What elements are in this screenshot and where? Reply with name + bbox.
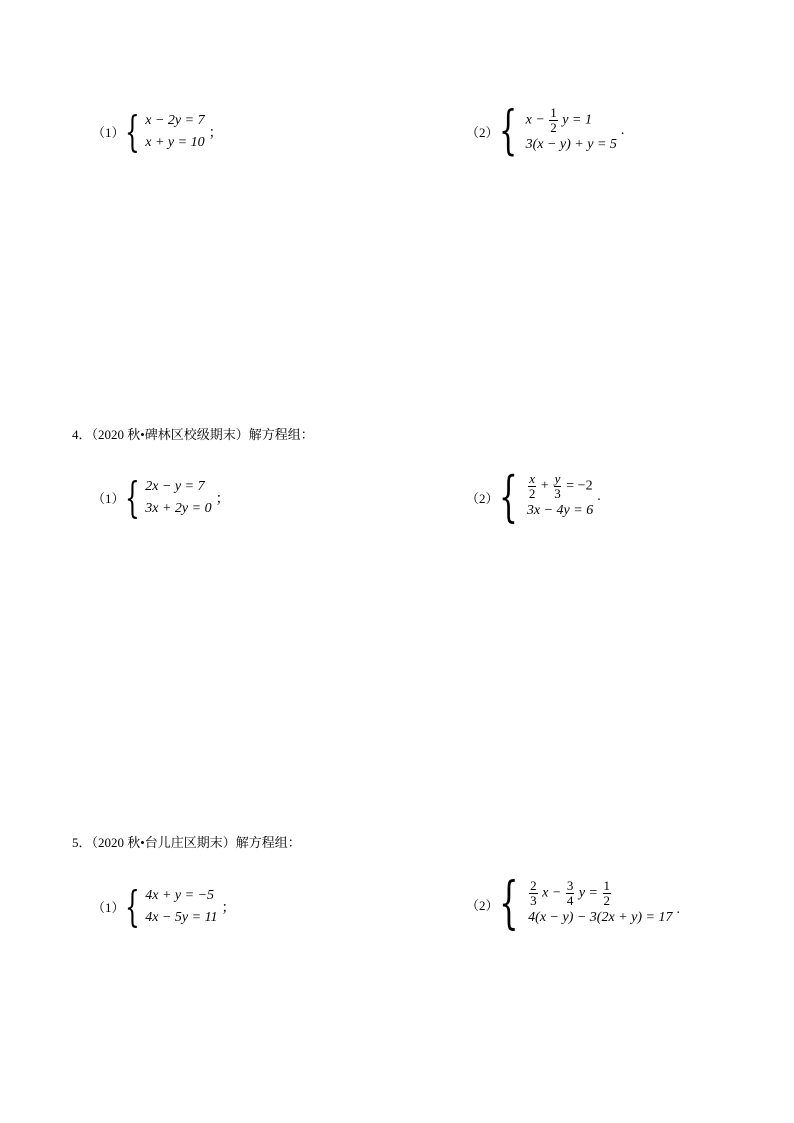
p4-part2-equations (527, 472, 593, 522)
p5-part2-label: （2） (466, 897, 499, 913)
p5-part2-eq1 (528, 879, 672, 907)
p4-part1 (92, 472, 230, 522)
p3-part2-eq1-post: y = 1 (562, 112, 592, 128)
left-brace-icon: { (498, 101, 517, 161)
p5-heading: 5．（2020 秋•台儿庄区期末）解方程组： (72, 835, 301, 850)
fraction-denominator: 3 (554, 485, 561, 501)
left-brace-icon: { (124, 106, 140, 156)
p3-part1-eq2: x + y = 10 (145, 134, 205, 150)
p5-part1 (92, 881, 236, 931)
p3-part2-end: . (620, 123, 625, 138)
p3-part2-eq1-pre: x − (525, 112, 545, 128)
fraction (553, 472, 562, 500)
fraction-denominator: 2 (550, 119, 557, 135)
p4-part2-label: （2） (466, 490, 499, 506)
p5-part2-end: . (676, 902, 680, 917)
fraction (566, 879, 575, 907)
fraction (529, 879, 538, 907)
fraction (603, 879, 612, 907)
p5-part2-equations (528, 879, 672, 929)
p3-part1-label: （1） (92, 125, 125, 141)
p3-part1-eq1: x − 2y = 7 (145, 113, 205, 128)
p4-part2-eq2: 3x − 4y = 6 (526, 503, 594, 519)
p4-part2-eq1 (527, 472, 593, 500)
fraction-numerator: 1 (550, 105, 557, 121)
p3-part2-label: （2） (466, 124, 499, 140)
p4-part2-eq1-post: = −2 (566, 478, 593, 494)
left-brace-icon: { (124, 472, 140, 522)
p5-part1-eq1: 4x + y = −5 (145, 888, 215, 903)
fraction-denominator: 4 (566, 892, 574, 908)
p3-part1-equations (145, 110, 204, 153)
fraction-numerator: y (554, 471, 561, 487)
fraction-numerator: 1 (603, 878, 610, 894)
p3-part2-eq2: 3(x − y) + y = 5 (525, 137, 617, 153)
fraction-numerator: 3 (566, 878, 574, 894)
fraction (528, 472, 537, 500)
plus-sign: + (540, 478, 549, 494)
fraction-denominator: 2 (603, 892, 610, 908)
p3-part2 (466, 101, 625, 161)
p3-part2-eq1 (526, 106, 617, 134)
fraction (549, 106, 558, 134)
p4-part1-eq1: 2x − y = 7 (145, 479, 205, 494)
p5-part1-end: ； (221, 900, 236, 916)
p5-part2-eq1-mid2: y = (578, 885, 598, 901)
p3-part1-end: ； (208, 125, 223, 141)
fraction-denominator: 3 (530, 892, 537, 908)
p4-part1-equations (145, 476, 211, 519)
left-brace-icon: { (498, 465, 518, 528)
fraction-denominator: 2 (528, 485, 536, 501)
p5-part2 (466, 871, 680, 936)
p4-part1-eq2: 3x + 2y = 0 (145, 500, 212, 516)
p5-part1-equations (145, 885, 217, 928)
p4-heading: 4．（2020 秋•碑林区校级期末）解方程组： (72, 427, 314, 442)
p5-part2-eq1-mid1: x − (542, 885, 562, 901)
p3-part2-equations (526, 106, 617, 156)
left-brace-icon: { (124, 881, 140, 931)
fraction-numerator: x (529, 471, 536, 487)
p4-part2-end: . (597, 489, 601, 504)
p3-part1 (92, 106, 223, 156)
p4-part2 (466, 465, 601, 528)
left-brace-icon: { (498, 871, 519, 936)
p5-part2-eq2: 4(x − y) − 3(2x + y) = 17 (528, 910, 673, 926)
p5-part1-eq2: 4x − 5y = 11 (145, 909, 218, 925)
p4-part1-end: ； (215, 491, 230, 507)
p5-part1-label: （1） (92, 900, 125, 916)
p4-part1-label: （1） (92, 491, 125, 507)
fraction-numerator: 2 (530, 878, 537, 894)
